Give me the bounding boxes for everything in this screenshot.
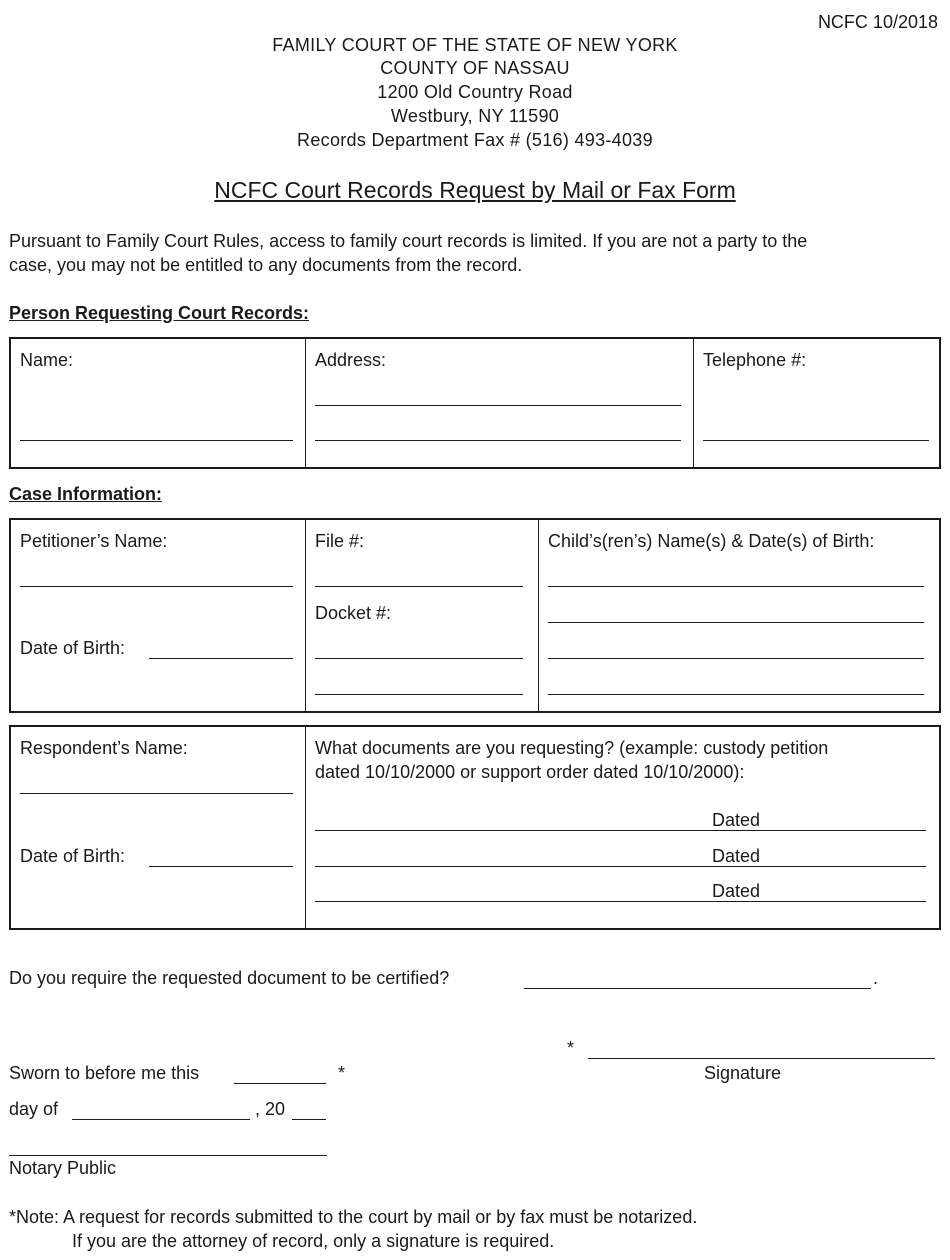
case-info-box xyxy=(9,518,941,713)
year-field[interactable] xyxy=(292,1119,326,1120)
form-code: NCFC 10/2018 xyxy=(817,12,938,32)
petitioner-dob-label: Date of Birth: xyxy=(20,638,126,658)
name-label: Name: xyxy=(20,350,74,370)
requester-box xyxy=(9,337,941,469)
respondent-dob-field[interactable] xyxy=(149,866,293,867)
document-request-line2[interactable] xyxy=(315,866,926,867)
signature-field[interactable] xyxy=(588,1058,935,1059)
address-field-line2[interactable] xyxy=(315,440,681,441)
notary-signature-field[interactable] xyxy=(9,1155,327,1156)
address-label: Address: xyxy=(315,350,387,370)
year-prefix: , 20 xyxy=(255,1099,286,1119)
respondent-name-label: Respondent’s Name: xyxy=(20,738,188,758)
documents-question-line1: What documents are you requesting? (example: custody petition xyxy=(315,738,829,758)
notary-public-label: Notary Public xyxy=(9,1158,117,1178)
sworn-label: Sworn to before me this xyxy=(9,1063,200,1083)
address-field-line1[interactable] xyxy=(315,405,681,406)
case-section-heading: Case Information: xyxy=(9,484,163,504)
file-number-field[interactable] xyxy=(315,586,523,587)
page-title: NCFC Court Records Request by Mail or Fax Form xyxy=(214,177,736,203)
month-field[interactable] xyxy=(72,1119,250,1120)
document-request-line3[interactable] xyxy=(315,901,926,902)
court-address-line1: 1200 Old Country Road xyxy=(377,82,573,102)
certified-question: Do you require the requested document to be certified? xyxy=(9,968,450,988)
county-name: COUNTY OF NASSAU xyxy=(380,58,570,78)
petitioner-name-field[interactable] xyxy=(20,586,293,587)
dated-label-2: Dated xyxy=(712,846,761,866)
records-fax: Records Department Fax # (516) 493-4039 xyxy=(297,130,653,150)
day-of-label: day of xyxy=(9,1099,59,1119)
petitioner-name-label: Petitioner’s Name: xyxy=(20,531,168,551)
telephone-field[interactable] xyxy=(703,440,929,441)
note-line1: *Note: A request for records submitted to the court by mail or by fax must be notarized. xyxy=(9,1207,698,1227)
docket-number-field-line1[interactable] xyxy=(315,658,523,659)
children-field-line4[interactable] xyxy=(548,694,924,695)
telephone-label: Telephone #: xyxy=(703,350,807,370)
respondent-dob-label: Date of Birth: xyxy=(20,846,126,866)
file-number-label: File #: xyxy=(315,531,365,551)
court-address-line2: Westbury, NY 11590 xyxy=(390,106,560,126)
docket-number-label: Docket #: xyxy=(315,603,392,623)
children-field-line3[interactable] xyxy=(548,658,924,659)
note-line2: If you are the attorney of record, only a signature is required. xyxy=(72,1231,555,1251)
certified-period: . xyxy=(873,968,879,988)
petitioner-dob-field[interactable] xyxy=(149,658,293,659)
dated-label-3: Dated xyxy=(712,881,761,901)
requester-section-heading: Person Requesting Court Records: xyxy=(9,303,310,323)
signature-label: Signature xyxy=(704,1063,782,1083)
children-field-line1[interactable] xyxy=(548,586,924,587)
children-field-line2[interactable] xyxy=(548,622,924,623)
document-request-line1[interactable] xyxy=(315,830,926,831)
dated-label-1: Dated xyxy=(712,810,761,830)
children-label: Child’s(ren’s) Name(s) & Date(s) of Birth: xyxy=(548,531,875,551)
respondent-documents-box xyxy=(9,725,941,930)
signature-asterisk: * xyxy=(567,1038,575,1058)
court-name: FAMILY COURT OF THE STATE OF NEW YORK xyxy=(272,35,678,55)
intro-line1: Pursuant to Family Court Rules, access to family court records is limited. If you are not a party to the xyxy=(9,231,808,251)
intro-line2: case, you may not be entitled to any documents from the record. xyxy=(9,255,523,275)
certified-answer-field[interactable] xyxy=(524,988,871,989)
documents-question-line2: dated 10/10/2000 or support order dated 10/10/2000): xyxy=(315,762,745,782)
respondent-name-field[interactable] xyxy=(20,793,293,794)
name-field[interactable] xyxy=(20,440,293,441)
sworn-asterisk: * xyxy=(338,1063,346,1083)
sworn-day-field[interactable] xyxy=(234,1083,326,1084)
docket-number-field-line2[interactable] xyxy=(315,694,523,695)
